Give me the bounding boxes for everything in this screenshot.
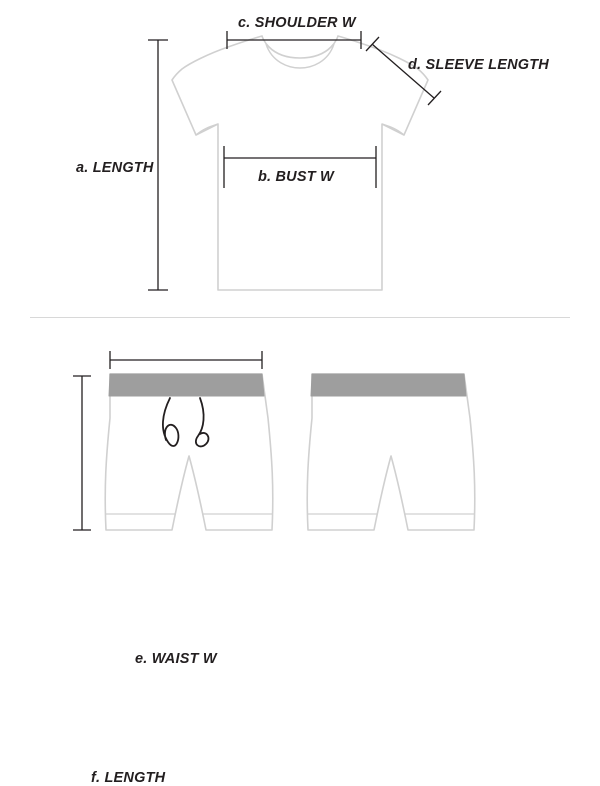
label-shirt-length: a. LENGTH <box>76 160 154 176</box>
measure-tick-sleeve-bottom <box>428 91 441 105</box>
label-shoulder-width: c. SHOULDER W <box>238 15 356 31</box>
shorts-front-waistband <box>109 374 264 396</box>
shorts-back-outline <box>307 374 475 530</box>
shorts-panel <box>0 318 600 786</box>
label-sleeve-length: d. SLEEVE LENGTH <box>408 57 549 73</box>
shorts-back <box>307 374 475 530</box>
label-bust-width: b. BUST W <box>258 169 334 185</box>
tshirt-panel <box>0 0 600 318</box>
shorts-front <box>105 374 273 530</box>
label-waist-width: e. WAIST W <box>135 651 217 667</box>
shorts-back-waistband <box>311 374 466 396</box>
label-shorts-length: f. LENGTH <box>91 770 166 786</box>
tshirt-illustration <box>0 0 600 318</box>
shorts-illustration <box>0 318 600 600</box>
shorts-front-outline <box>105 374 273 530</box>
tshirt-outline <box>172 36 428 290</box>
